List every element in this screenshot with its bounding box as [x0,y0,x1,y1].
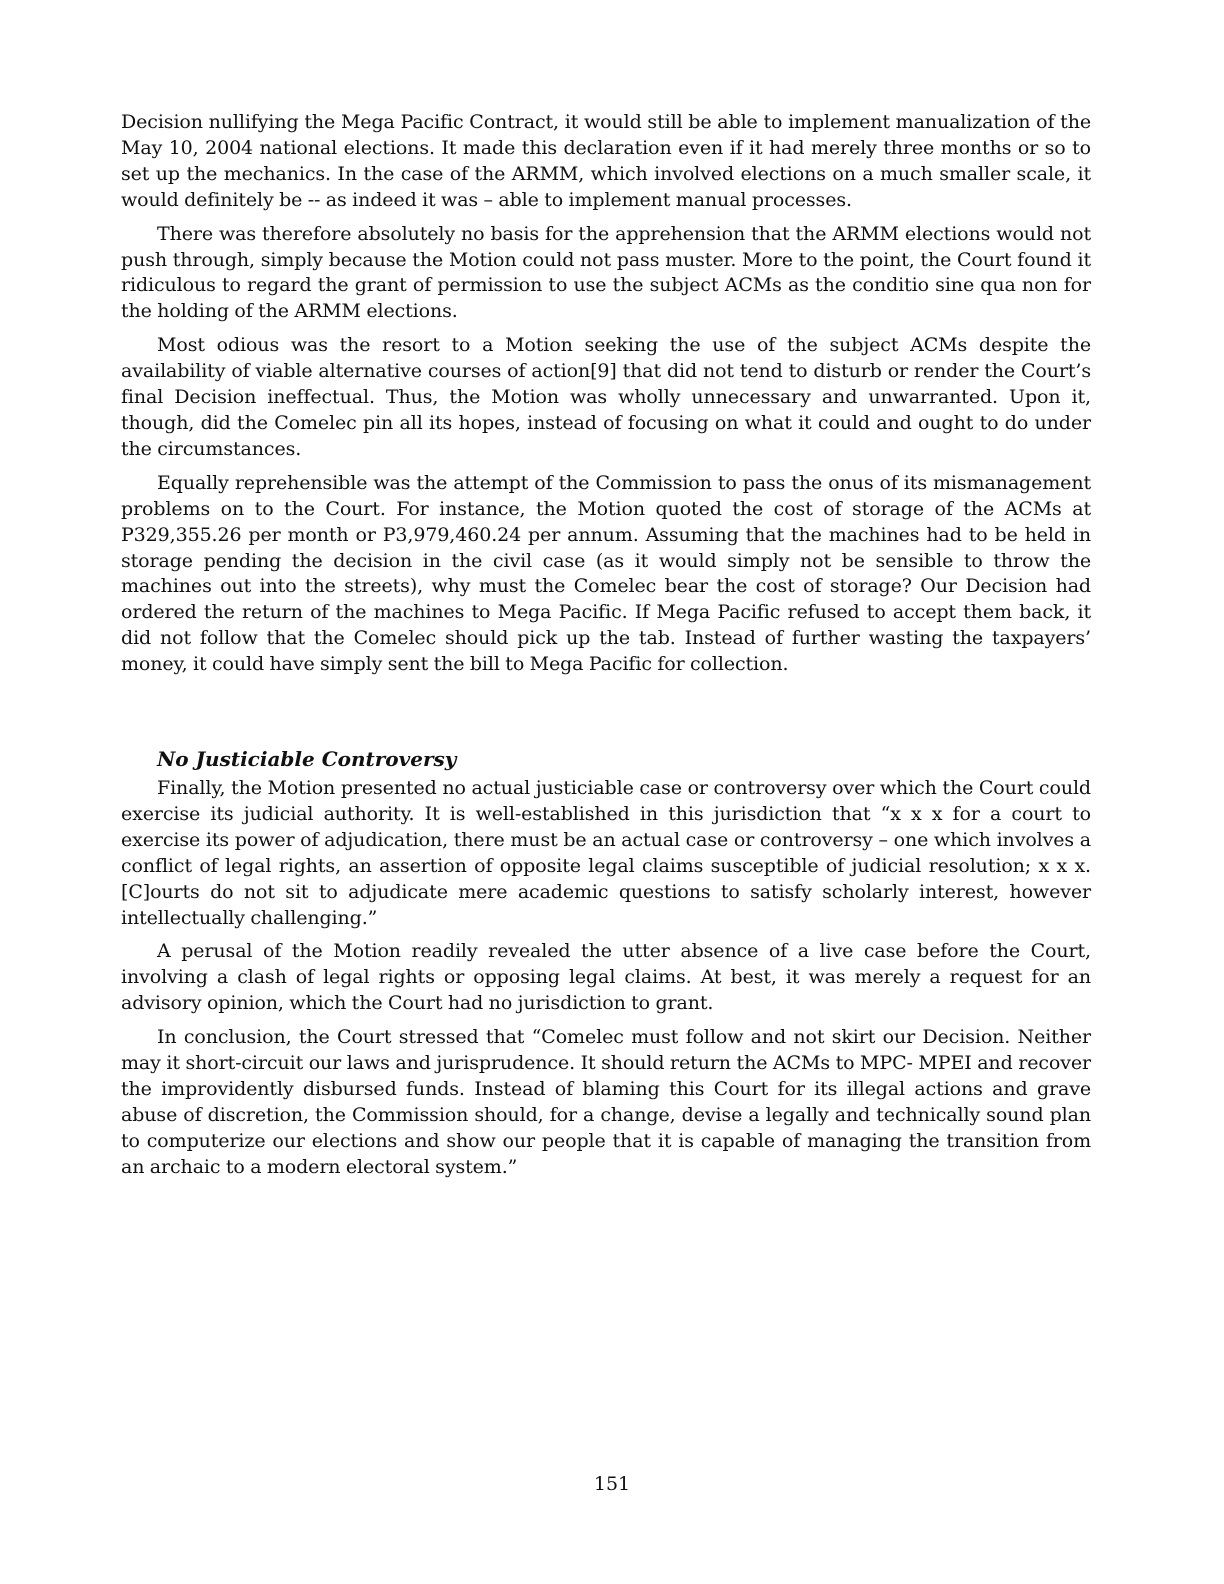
paragraph-armm-apprehension: There was therefore absolutely no basis for the apprehension that the ARMM elections would not push through, simply because the Motion could not pass muster. More to the point, the Court found it ridiculous to regard the grant of permission to use the subject ACMs as the conditio sine qua non for the holding of the ARMM elections. [121,222,1091,323]
paragraph-conclusion: In conclusion, the Court stressed that “Comelec must follow and not skirt our Decision. Neither may it short-circuit our laws and jurisprudence. It should return the ACMs to MPC- MPEI and recover the improvidently disbursed funds. Instead of blaming this Court for its illegal actions and grave abuse of discretion, the Commission should, for a change, devise a legally and technically sound plan to computerize our elections and show our people that it is capable of managing the transition from an archaic to a modern electoral system.” [121,1026,1091,1178]
paragraph-storage-cost: Equally reprehensible was the attempt of the Commission to pass the onus of its mismanagement problems on to the Court. For instance, the Motion quoted the cost of storage of the ACMs at P329,355.26 per month or P3,979,460.24 per annum. Assuming that the machines had to be held in storage pending the decision in the civil case (as it would simply not be sensible to throw the machines out into the streets), why must the Comelec bear the cost of storage? Our Decision had ordered the return of the machines to Mega Pacific. If Mega Pacific refused to accept them back, it did not follow that the Comelec should pick up the tab. Instead of further wasting the taxpayers’ money, it could have simply sent the bill to Mega Pacific for collection. [121,471,1091,676]
document-page [121,110,1091,1189]
section-heading: No Justiciable Controversy [157,747,457,772]
paragraph-advisory-opinion: A perusal of the Motion readily revealed the utter absence of a live case before the Court, involving a clash of legal rights or opposing legal claims. At best, it was merely a request for an advisory opinion, which the Court had no jurisdiction to grant. [121,940,1091,1015]
paragraph-alternative-actions: Most odious was the resort to a Motion seeking the use of the subject ACMs despite the availability of viable alternative courses of action[9] that did not tend to disturb or render the Court’s final Decision ineffectual. Thus, the Motion was wholly unnecessary and unwarranted. Upon it, though, did the Comelec pin all its hopes, instead of focusing on what it could and ought to do under the circumstances. [121,334,1091,460]
paragraph-continuation: Decision nullifying the Mega Pacific Contract, it would still be able to implement manualization of the May 10, 2004 national elections. It made this declaration even if it had merely three months or so to set up the mechanics. In the case of the ARMM, which involved elections on a much smaller scale, it would definitely be -- as indeed it was – able to implement manual processes. [121,111,1091,211]
paragraph-justiciable-case: Finally, the Motion presented no actual justiciable case or controversy over which the Court could exercise its judicial authority. It is well-established in this jurisdiction that “x x x for a court to exercise its power of adjudication, there must be an actual case or controversy – one which involves a conflict of legal rights, an assertion of opposite legal claims susceptible of judicial resolution; x x x. [C]ourts do not sit to adjudicate mere academic questions to satisfy scholarly interest, however intellectually challenging.” [121,777,1091,929]
page-number: 151 [593,1473,631,1495]
